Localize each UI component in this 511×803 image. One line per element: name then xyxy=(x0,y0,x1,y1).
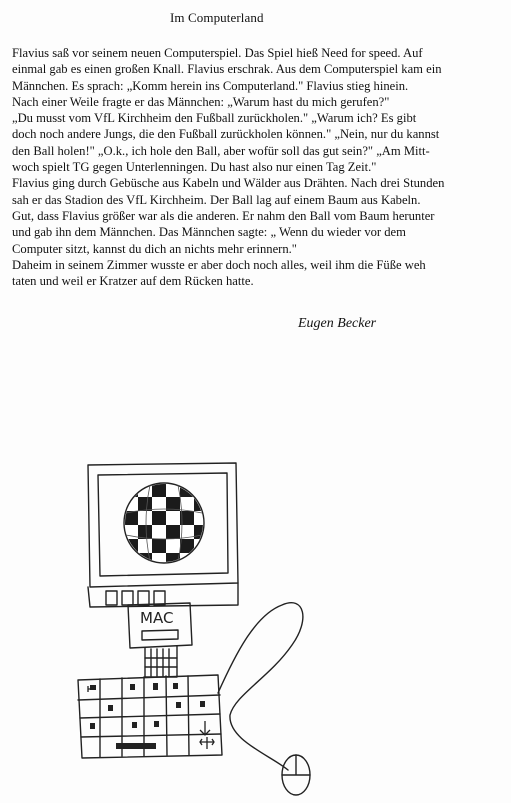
story-line: Flavius ging durch Gebüsche aus Kabeln und Wälder aus Drähten. Nach drei Stunden xyxy=(12,176,445,191)
story-text xyxy=(12,45,504,289)
story-line: doch noch andere Jungs, die den Fußball zurückholen können." „Nein, nur du kannst xyxy=(12,127,440,142)
story-title: Im Computerland xyxy=(170,10,264,25)
story-line: Nach einer Weile fragte er das Männchen: „Warum hast du mich gerufen?" xyxy=(12,94,390,109)
computer-drawing xyxy=(60,455,360,800)
story-line: woch spielt TG gegen Unterlenningen. Du hast also nur einen Tag Zeit." xyxy=(12,160,377,175)
monitor-button xyxy=(138,591,149,605)
story-line: Daheim in seinem Zimmer wusste er aber doch noch alles, weil ihm die Füße weh xyxy=(12,257,426,272)
story-line: den Ball holen!" „O.k., ich hole den Ball, aber wofür soll das gut sein?" „Am Mitt- xyxy=(12,143,430,158)
story-line: und gab ihn dem Männchen. Das Männchen sagte: „ Wenn du wieder vor dem xyxy=(12,225,406,240)
globe xyxy=(124,483,208,567)
story-line: taten und weil er Kratzer auf dem Rücken hatte. xyxy=(12,274,254,289)
mac-label: MAC xyxy=(140,609,174,627)
author-signature: Eugen Becker xyxy=(298,316,377,331)
monitor-button xyxy=(106,591,117,605)
story-line: einmal gab es einen großen Knall. Flavius erschrak. Aus dem Computerspiel kam ein xyxy=(12,62,442,77)
story-line: sah er das Stadion des VfL Kirchheim. Der Ball lag auf einem Baum aus Kabeln. xyxy=(12,192,421,207)
monitor-button xyxy=(122,591,133,605)
story-line: Männchen. Es sprach: „Komm herein ins Computerland." Flavius stieg hinein. xyxy=(12,78,409,93)
monitor-button xyxy=(154,591,165,605)
story-line: Flavius saß vor seinem neuen Computerspiel. Das Spiel hieß Need for speed. Auf xyxy=(12,46,423,60)
mouse-cable xyxy=(218,603,303,770)
story-line: „Du musst vom VfL Kirchheim den Fußball zurückholen." „Warum ich? Es gibt xyxy=(12,111,417,126)
story-line: Gut, dass Flavius größer war als die anderen. Er nahm den Ball vom Baum herunter xyxy=(12,208,435,223)
stand xyxy=(145,646,177,677)
story-line: Computer sitzt, kannst du dich an nichts mehr erinnern." xyxy=(12,241,297,256)
